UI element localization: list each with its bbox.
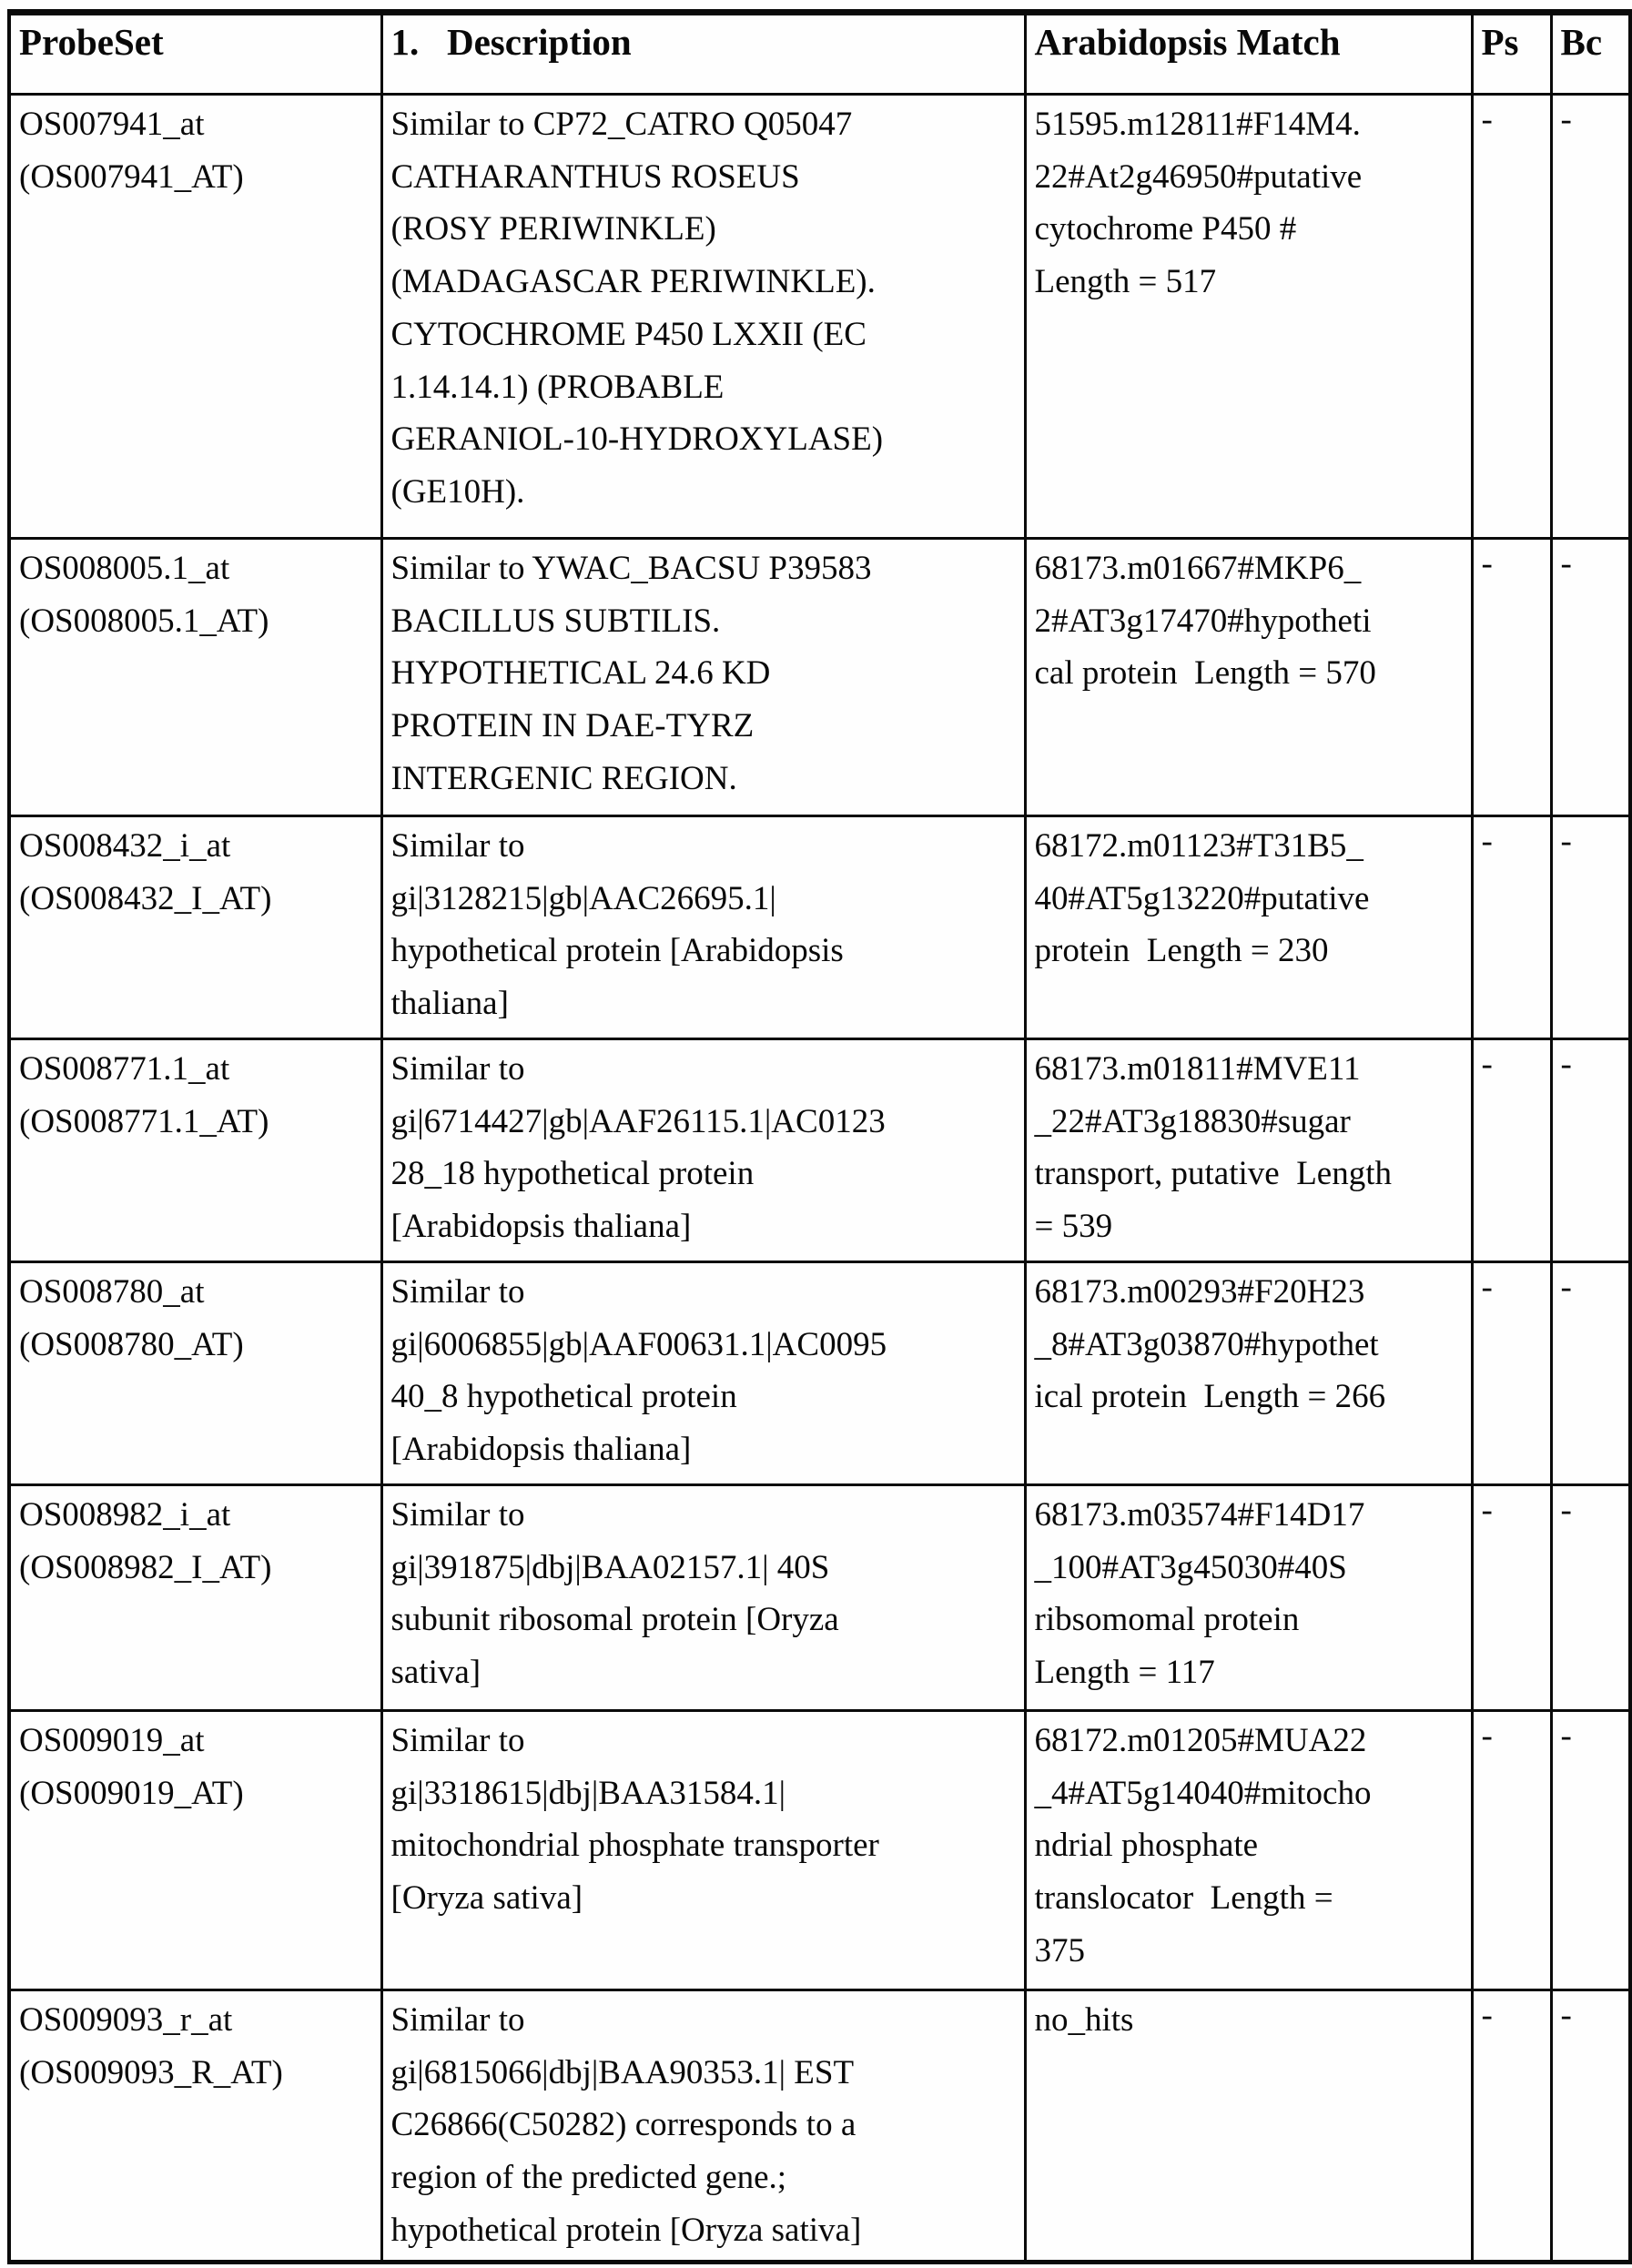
- table-row: [9, 1485, 1630, 1711]
- header-arabidopsis-match: Arabidopsis Match: [1025, 13, 1472, 95]
- probeset-cell: OS008432_i_at (OS008432_I_AT): [9, 816, 381, 1039]
- bc-cell: -: [1551, 816, 1630, 1039]
- arabidopsis-match-cell: 68173.m00293#F20H23 _8#AT3g03870#hypothet ical protein Length = 266: [1025, 1262, 1472, 1485]
- table-row: [9, 1990, 1630, 2263]
- arabidopsis-match-cell: 68172.m01205#MUA22 _4#AT5g14040#mitocho ndrial phosphate translocator Length = 375: [1025, 1711, 1472, 1990]
- table-row: [9, 816, 1630, 1039]
- arabidopsis-match-cell: 68172.m01123#T31B5_ 40#AT5g13220#putative protein Length = 230: [1025, 816, 1472, 1039]
- description-cell: Similar to gi|3318615|dbj|BAA31584.1| mitochondrial phosphate transporter [Oryza sativa]: [381, 1711, 1025, 1990]
- arabidopsis-match-cell: 68173.m03574#F14D17 _100#AT3g45030#40S ribsomomal protein Length = 117: [1025, 1485, 1472, 1711]
- probeset-cell: OS009093_r_at (OS009093_R_AT): [9, 1990, 381, 2263]
- header-bc: Bc: [1551, 13, 1630, 95]
- bc-cell: -: [1551, 1711, 1630, 1990]
- ps-cell: -: [1472, 539, 1551, 816]
- header-probeset: ProbeSet: [9, 13, 381, 95]
- table-row: [9, 1039, 1630, 1262]
- ps-cell: -: [1472, 1485, 1551, 1711]
- description-cell: Similar to YWAC_BACSU P39583 BACILLUS SUBTILIS. HYPOTHETICAL 24.6 KD PROTEIN IN DAE-TYRZ INTERGENIC REGION.: [381, 539, 1025, 816]
- arabidopsis-match-cell: 68173.m01667#MKP6_ 2#AT3g17470#hypotheti cal protein Length = 570: [1025, 539, 1472, 816]
- description-cell: Similar to gi|6714427|gb|AAF26115.1|AC0123 28_18 hypothetical protein [Arabidopsis thaliana]: [381, 1039, 1025, 1262]
- bc-cell: -: [1551, 1485, 1630, 1711]
- description-cell: Similar to gi|6006855|gb|AAF00631.1|AC0095 40_8 hypothetical protein [Arabidopsis thaliana]: [381, 1262, 1025, 1485]
- header-ps: Ps: [1472, 13, 1551, 95]
- header-description: 1. Description: [381, 13, 1025, 95]
- probeset-table: [7, 9, 1632, 2264]
- probeset-cell: OS009019_at (OS009019_AT): [9, 1711, 381, 1990]
- description-cell: Similar to gi|391875|dbj|BAA02157.1| 40S subunit ribosomal protein [Oryza sativa]: [381, 1485, 1025, 1711]
- ps-cell: -: [1472, 1039, 1551, 1262]
- table-row: [9, 539, 1630, 816]
- probeset-cell: OS008982_i_at (OS008982_I_AT): [9, 1485, 381, 1711]
- bc-cell: -: [1551, 539, 1630, 816]
- ps-cell: -: [1472, 95, 1551, 539]
- description-cell: Similar to gi|3128215|gb|AAC26695.1| hypothetical protein [Arabidopsis thaliana]: [381, 816, 1025, 1039]
- probeset-cell: OS008780_at (OS008780_AT): [9, 1262, 381, 1485]
- probeset-cell: OS008771.1_at (OS008771.1_AT): [9, 1039, 381, 1262]
- table-header-row: [9, 13, 1630, 95]
- bc-cell: -: [1551, 1990, 1630, 2263]
- ps-cell: -: [1472, 1711, 1551, 1990]
- arabidopsis-match-cell: 68173.m01811#MVE11 _22#AT3g18830#sugar transport, putative Length = 539: [1025, 1039, 1472, 1262]
- bc-cell: -: [1551, 95, 1630, 539]
- ps-cell: -: [1472, 816, 1551, 1039]
- table-row: [9, 1711, 1630, 1990]
- description-cell: Similar to CP72_CATRO Q05047 CATHARANTHUS ROSEUS (ROSY PERIWINKLE) (MADAGASCAR PERIWINKLE). CYTOCHROME P450 LXXII (EC 1.14.14.1) (PROBABLE GERANIOL-10-HYDROXYLASE) (GE10H).: [381, 95, 1025, 539]
- table-row: [9, 1262, 1630, 1485]
- bc-cell: -: [1551, 1262, 1630, 1485]
- ps-cell: -: [1472, 1262, 1551, 1485]
- description-cell: Similar to gi|6815066|dbj|BAA90353.1| EST C26866(C50282) corresponds to a region of the predicted gene.; hypothetical protein [Oryza sativa]: [381, 1990, 1025, 2263]
- arabidopsis-match-cell: no_hits: [1025, 1990, 1472, 2263]
- ps-cell: -: [1472, 1990, 1551, 2263]
- arabidopsis-match-cell: 51595.m12811#F14M4. 22#At2g46950#putative cytochrome P450 # Length = 517: [1025, 95, 1472, 539]
- probeset-cell: OS008005.1_at (OS008005.1_AT): [9, 539, 381, 816]
- probeset-cell: OS007941_at (OS007941_AT): [9, 95, 381, 539]
- table-row: [9, 95, 1630, 539]
- bc-cell: -: [1551, 1039, 1630, 1262]
